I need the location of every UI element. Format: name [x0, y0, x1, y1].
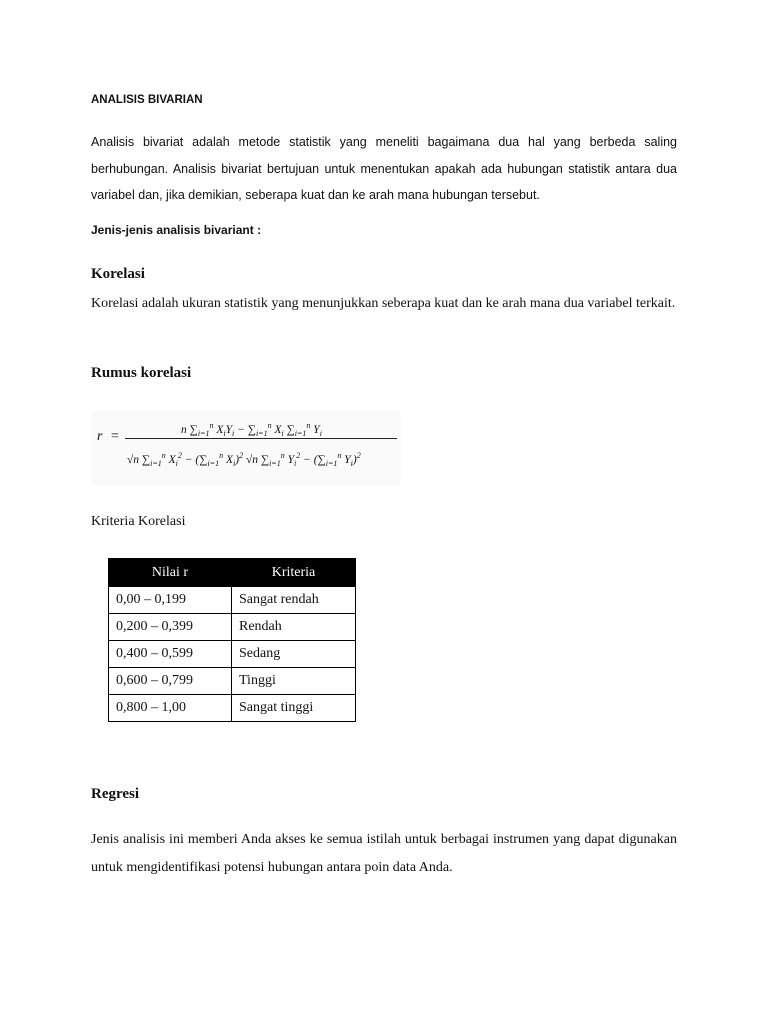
table-cell: Sangat tinggi — [232, 695, 356, 722]
korelasi-paragraph: Korelasi adalah ukuran statistik yang menunjukkan seberapa kuat dan ke arah mana dua variabel terkait. — [91, 296, 676, 311]
table-cell: Rendah — [232, 614, 356, 641]
table-cell: 0,800 – 1,00 — [109, 695, 232, 722]
table-row — [109, 668, 356, 695]
table-header-row — [109, 559, 356, 587]
table-cell: 0,400 – 0,599 — [109, 641, 232, 668]
intro-paragraph: Analisis bivariat adalah metode statistik yang meneliti bagaimana dua hal yang berbeda saling berhubungan. Analisis bivariat bertujuan untuk menentukan apakah ada hubungan statistik antara dua variabel dan, jika demikian, seberapa kuat dan ke arah mana hubungan tersebut. — [91, 135, 677, 202]
table-cell: 0,600 – 0,799 — [109, 668, 232, 695]
table-row — [109, 641, 356, 668]
regresi-paragraph: Jenis analisis ini memberi Anda akses ke semua istilah untuk berbagai instrumen yang dapat digunakan untuk mengidentifikasi potensi hubungan antara poin data Anda. — [91, 832, 677, 875]
table-row — [109, 614, 356, 641]
types-heading: Jenis-jenis analisis bivariant : — [91, 223, 262, 237]
column-header: Nilai r — [109, 559, 232, 587]
table-cell: Tinggi — [232, 668, 356, 695]
korelasi-heading: Korelasi — [91, 266, 145, 282]
criteria-table — [108, 558, 356, 722]
table-row — [109, 587, 356, 614]
criteria-label: Kriteria Korelasi — [91, 514, 186, 529]
table-row — [109, 695, 356, 722]
column-header: Kriteria — [232, 559, 356, 587]
table-cell: Sedang — [232, 641, 356, 668]
table-cell: 0,200 – 0,399 — [109, 614, 232, 641]
document-title: ANALISIS BIVARIAN — [91, 94, 203, 106]
table-cell: Sangat rendah — [232, 587, 356, 614]
correlation-formula-image: r = n $\sum_{i=1}^n$ $X_iY_i - \sum_{i=1}^n$ $X_i$ $\sum_{i=1}^n$ $Y_i$ √n $\sum_{i=1}^n$ $X_i^2 - (\sum_{i=1}^n$ $X_i)^2$ √n $\sum_{i=1}^n$ $Y_i^2 - (\sum_{i=1}^n$ $Y_i)^2$ — [91, 411, 401, 485]
regresi-heading: Regresi — [91, 786, 140, 802]
table-cell: 0,00 – 0,199 — [109, 587, 232, 614]
formula-heading: Rumus korelasi — [91, 365, 192, 381]
